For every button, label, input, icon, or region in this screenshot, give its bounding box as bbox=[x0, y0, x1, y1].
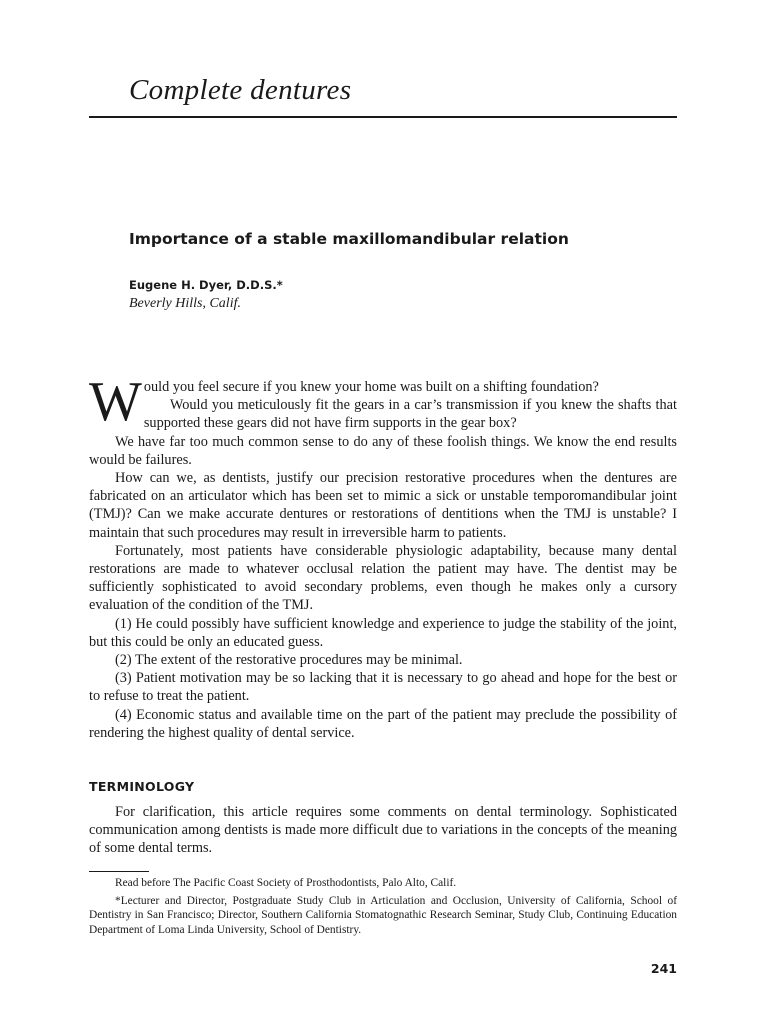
list-item-2: (2) The extent of the restorative procedures may be minimal. bbox=[115, 652, 463, 669]
footnote-1: Read before The Pacific Coast Society of Prosthodontists, Palo Alto, Calif. bbox=[115, 877, 457, 889]
drop-cap: W bbox=[89, 371, 142, 433]
footnotes bbox=[89, 876, 677, 940]
list-item-3: (3) Patient motivation may be so lacking that it is necessary to go ahead and hope for the best or to refuse to treat the patient. bbox=[89, 670, 677, 705]
terminology-paragraph: For clarification, this article requires some comments on dental terminology. Sophisticated communication among dentists is made more difficult due to variations in the concepts of the meaning of some dental terms. bbox=[89, 804, 677, 857]
list-item-4: (4) Economic status and available time on the part of the patient may preclude the possibility of rendering the highest quality of dental service. bbox=[89, 706, 677, 741]
author-location: Beverly Hills, Calif. bbox=[129, 296, 241, 311]
list-item-1: (1) He could possibly have sufficient knowledge and experience to judge the stability of the joint, but this could be only an educated guess. bbox=[89, 615, 677, 650]
terminology-section bbox=[89, 803, 677, 858]
author-name: Eugene H. Dyer, D.D.S.* bbox=[129, 278, 283, 292]
body-paragraph-1: Would you feel secure if you knew your home was built on a shifting foundation? bbox=[89, 371, 599, 433]
page-number: 241 bbox=[650, 961, 677, 976]
header-rule bbox=[89, 116, 677, 118]
body-paragraph-3: We have far too much common sense to do any of these foolish things. We know the end results would be failures. bbox=[89, 433, 677, 468]
section-title: Complete dentures bbox=[129, 74, 352, 106]
body-paragraph-2: Would you meticulously fit the gears in a car’s transmission if you knew the shafts that supported these gears did not have firm supports in the gear box? bbox=[143, 397, 677, 432]
footnote-rule bbox=[89, 871, 149, 872]
footnote-2: *Lecturer and Director, Postgraduate Study Club in Articulation and Occlusion, University of California, School of Dentistry in San Francisco; Director, Southern California Stomatognathic Research Seminar, Study Club, Continuing Education Department of Loma Linda University, School of Dentistry. bbox=[89, 894, 677, 936]
article-body bbox=[89, 371, 677, 742]
body-paragraph-5: Fortunately, most patients have considerable physiologic adaptability, because many dental restorations are made to whatever occlusal relation the patient may have. The dentist may be sufficiently sophisticated to avoid secondary problems, even though he makes only a cursory evaluation of the condition of the TMJ. bbox=[89, 542, 677, 614]
terminology-heading: TERMINOLOGY bbox=[89, 779, 195, 794]
article-title: Importance of a stable maxillomandibular relation bbox=[129, 230, 569, 248]
body-paragraph-4: How can we, as dentists, justify our precision restorative procedures when the dentures are fabricated on an articulator which has been set to mimic a sick or unstable temporomandibular joint (TMJ)? Can we make accurate dentures or restorations of dentitions when the TMJ is unstable? I maintain that such procedures may result in irreversible harm to patients. bbox=[89, 470, 677, 541]
